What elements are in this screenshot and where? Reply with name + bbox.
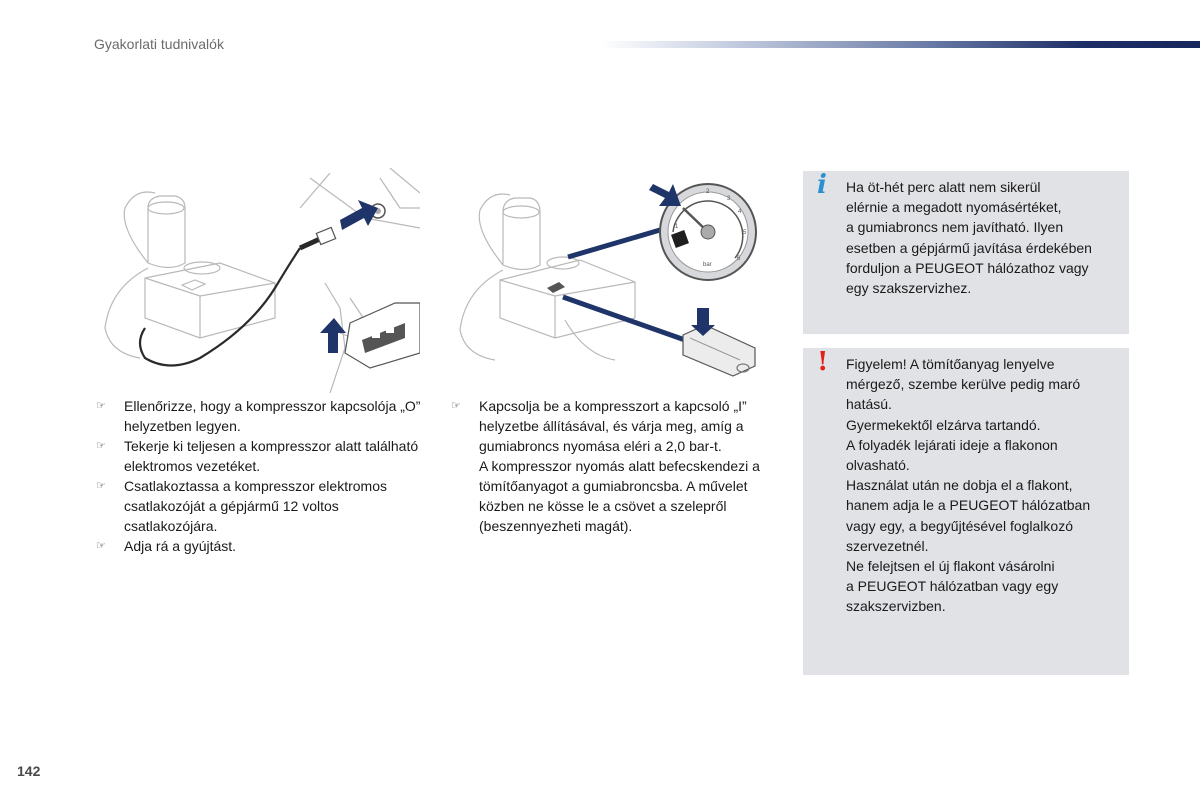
warning-line: szakszervizben. [846, 598, 946, 615]
warning-line: hatású. [846, 396, 892, 413]
pointing-hand-icon: ☞ [451, 400, 461, 412]
instruction-list-2 [451, 396, 781, 536]
list-item-text: Adja rá a gyújtást. [124, 538, 237, 554]
gauge-tick-label: 3 [727, 196, 731, 202]
pointing-hand-icon: ☞ [96, 480, 106, 492]
gauge-tick-label: 2 [706, 189, 710, 195]
gauge-tick-label: 6 [737, 256, 741, 262]
gauge-unit-label: bar [703, 262, 712, 268]
list-item [96, 436, 426, 476]
warning-line: hanem adja le a PEUGEOT hálózatban [846, 497, 1091, 514]
gauge-tick-label: 1 [675, 224, 679, 230]
warning-line: A folyadék lejárati ideje a flakonon [846, 436, 1058, 453]
list-item-text: Kapcsolja be a kompresszort a kapcsoló „I” helyzetbe állításával, és várja meg, amíg a gumiabroncs nyomása eléri a 2,0 bar-t. [479, 398, 747, 454]
instruction-list-1 [96, 396, 426, 556]
list-item-text: Csatlakoztassa a kompresszor elektromos csatlakozóját a gépjármű 12 voltos csatlakozójára. [124, 478, 387, 534]
warning-box [803, 348, 1129, 675]
warning-line: Használat után ne dobja el a flakont, [846, 477, 1073, 494]
warning-line: Gyermekektől elzárva tartandó. [846, 416, 1041, 433]
pointing-hand-icon: ☞ [96, 540, 106, 552]
info-line: esetben a gépjármű javítása érdekében [846, 239, 1092, 256]
info-line: elérnie a megadott nyomásértéket, [846, 199, 1062, 216]
info-line: egy szakszervizhez. [846, 280, 972, 297]
info-line: forduljon a PEUGEOT hálózathoz vagy [846, 259, 1089, 276]
info-box-text [846, 177, 1122, 298]
warning-line: szervezetnél. [846, 537, 929, 554]
info-line: Ha öt-hét perc alatt nem sikerül [846, 179, 1041, 195]
info-line: a gumiabroncs nem javítható. Ilyen [846, 219, 1064, 236]
pointing-hand-icon: ☞ [96, 440, 106, 452]
list-item [96, 396, 426, 436]
list-item [96, 476, 426, 536]
list-item-text: Ellenőrizze, hogy a kompresszor kapcsolója „O” helyzetben legyen. [124, 398, 421, 434]
section-title: Gyakorlati tudnivalók [94, 36, 224, 52]
warning-box-text [846, 354, 1122, 617]
warning-line: vagy egy, a begyűjtésével foglalkozó [846, 517, 1073, 534]
list-item-text: Tekerje ki teljesen a kompresszor alatt található elektromos vezetéket. [124, 438, 419, 474]
instruction-paragraph: A kompresszor nyomás alatt befecskendezi a tömítőanyagot a gumiabroncsba. A művelet közben ne kösse le a csövet a szelepről (beszennyezheti magát). [479, 458, 760, 534]
warning-line: Figyelem! A tömítőanyag lenyelve [846, 356, 1055, 372]
warning-line: a PEUGEOT hálózatban vagy egy [846, 578, 1059, 595]
page-number: 142 [17, 763, 41, 779]
warning-line: olvasható. [846, 457, 910, 474]
warning-line: Ne felejtsen el új flakont vásárolni [846, 558, 1055, 575]
info-box [803, 171, 1129, 334]
list-item [96, 536, 426, 556]
compressor-plug-illustration [100, 168, 420, 393]
gauge-tick-label: 4 [738, 209, 742, 215]
header-accent-bar [600, 41, 1200, 48]
warning-line: mérgező, szembe kerülve pedig maró [846, 376, 1081, 393]
list-item [451, 396, 781, 456]
info-icon: i [817, 170, 827, 200]
pointing-hand-icon: ☞ [96, 400, 106, 412]
warning-icon: ! [817, 347, 829, 377]
gauge-tick-label: 5 [743, 230, 747, 236]
compressor-gauge-illustration [455, 170, 775, 385]
